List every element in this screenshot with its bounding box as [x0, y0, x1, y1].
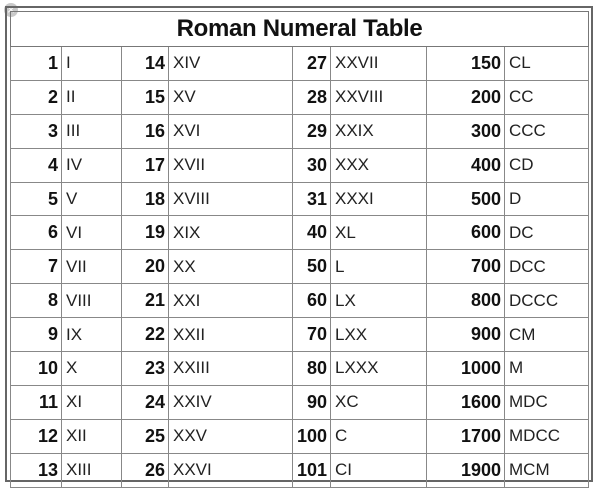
roman-numeral-cell: VI: [62, 216, 122, 250]
arabic-number-cell: 40: [293, 216, 331, 250]
roman-numeral-cell: III: [62, 114, 122, 148]
arabic-number-cell: 800: [427, 284, 505, 318]
arabic-number-cell: 20: [122, 250, 169, 284]
arabic-number-cell: 16: [122, 114, 169, 148]
roman-numeral-cell: XXI: [169, 284, 293, 318]
roman-numeral-cell: XVIII: [169, 182, 293, 216]
arabic-number-cell: 19: [122, 216, 169, 250]
roman-numeral-cell: MDC: [505, 385, 589, 419]
roman-numeral-cell: IX: [62, 318, 122, 352]
roman-numeral-cell: II: [62, 80, 122, 114]
arabic-number-cell: 1000: [427, 352, 505, 386]
arabic-number-cell: 25: [122, 419, 169, 453]
roman-numeral-cell: XIX: [169, 216, 293, 250]
table-row: [11, 250, 589, 284]
arabic-number-cell: 70: [293, 318, 331, 352]
arabic-number-cell: 17: [122, 148, 169, 182]
arabic-number-cell: 80: [293, 352, 331, 386]
roman-numeral-cell: XVII: [169, 148, 293, 182]
roman-numeral-cell: CD: [505, 148, 589, 182]
roman-numeral-cell: XIV: [169, 47, 293, 81]
roman-numeral-cell: XL: [331, 216, 427, 250]
arabic-number-cell: 18: [122, 182, 169, 216]
table-row: [11, 80, 589, 114]
roman-numeral-cell: XIII: [62, 453, 122, 487]
roman-numeral-cell: IV: [62, 148, 122, 182]
arabic-number-cell: 101: [293, 453, 331, 487]
roman-numeral-cell: D: [505, 182, 589, 216]
roman-numeral-cell: MDCC: [505, 419, 589, 453]
arabic-number-cell: 10: [11, 352, 62, 386]
arabic-number-cell: 8: [11, 284, 62, 318]
arabic-number-cell: 6: [11, 216, 62, 250]
arabic-number-cell: 100: [293, 419, 331, 453]
arabic-number-cell: 2: [11, 80, 62, 114]
arabic-number-cell: 1900: [427, 453, 505, 487]
arabic-number-cell: 27: [293, 47, 331, 81]
arabic-number-cell: 1600: [427, 385, 505, 419]
arabic-number-cell: 24: [122, 385, 169, 419]
table-row: [11, 182, 589, 216]
roman-numeral-cell: CCC: [505, 114, 589, 148]
roman-numeral-cell: VII: [62, 250, 122, 284]
table-row: [11, 453, 589, 487]
arabic-number-cell: 900: [427, 318, 505, 352]
roman-numeral-cell: MCM: [505, 453, 589, 487]
arabic-number-cell: 26: [122, 453, 169, 487]
table-body: [11, 47, 589, 488]
roman-numeral-cell: M: [505, 352, 589, 386]
roman-numeral-cell: LXXX: [331, 352, 427, 386]
roman-numeral-cell: LX: [331, 284, 427, 318]
arabic-number-cell: 31: [293, 182, 331, 216]
roman-numeral-cell: XC: [331, 385, 427, 419]
roman-numeral-cell: XXXI: [331, 182, 427, 216]
table-row: [11, 284, 589, 318]
arabic-number-cell: 500: [427, 182, 505, 216]
table-title: Roman Numeral Table: [11, 12, 589, 47]
roman-numeral-cell: XXX: [331, 148, 427, 182]
roman-numeral-cell: XV: [169, 80, 293, 114]
table-row: [11, 47, 589, 81]
arabic-number-cell: 400: [427, 148, 505, 182]
arabic-number-cell: 30: [293, 148, 331, 182]
roman-numeral-cell: XXVIII: [331, 80, 427, 114]
roman-numeral-cell: L: [331, 250, 427, 284]
arabic-number-cell: 600: [427, 216, 505, 250]
arabic-number-cell: 3: [11, 114, 62, 148]
arabic-number-cell: 14: [122, 47, 169, 81]
arabic-number-cell: 11: [11, 385, 62, 419]
table-row: [11, 114, 589, 148]
roman-numeral-cell: DCCC: [505, 284, 589, 318]
roman-numeral-cell: XXIII: [169, 352, 293, 386]
roman-numeral-table-frame: [5, 6, 593, 482]
roman-numeral-cell: I: [62, 47, 122, 81]
roman-numeral-cell: VIII: [62, 284, 122, 318]
arabic-number-cell: 29: [293, 114, 331, 148]
arabic-number-cell: 7: [11, 250, 62, 284]
table-row: [11, 352, 589, 386]
arabic-number-cell: 150: [427, 47, 505, 81]
roman-numeral-cell: CL: [505, 47, 589, 81]
roman-numeral-cell: CC: [505, 80, 589, 114]
arabic-number-cell: 1700: [427, 419, 505, 453]
arabic-number-cell: 21: [122, 284, 169, 318]
roman-numeral-cell: CI: [331, 453, 427, 487]
arabic-number-cell: 4: [11, 148, 62, 182]
roman-numeral-cell: DCC: [505, 250, 589, 284]
arabic-number-cell: 200: [427, 80, 505, 114]
arabic-number-cell: 700: [427, 250, 505, 284]
arabic-number-cell: 5: [11, 182, 62, 216]
roman-numeral-cell: XXV: [169, 419, 293, 453]
table-row: [11, 419, 589, 453]
roman-numeral-cell: XXIX: [331, 114, 427, 148]
roman-numeral-cell: C: [331, 419, 427, 453]
roman-numeral-cell: XXII: [169, 318, 293, 352]
arabic-number-cell: 13: [11, 453, 62, 487]
roman-numeral-cell: LXX: [331, 318, 427, 352]
table-row: [11, 318, 589, 352]
roman-numeral-cell: CM: [505, 318, 589, 352]
roman-numeral-cell: XVI: [169, 114, 293, 148]
table-row: [11, 385, 589, 419]
roman-numeral-table: [10, 11, 589, 488]
arabic-number-cell: 50: [293, 250, 331, 284]
roman-numeral-cell: XI: [62, 385, 122, 419]
arabic-number-cell: 15: [122, 80, 169, 114]
roman-numeral-cell: XXVII: [331, 47, 427, 81]
roman-numeral-cell: V: [62, 182, 122, 216]
roman-numeral-cell: XXVI: [169, 453, 293, 487]
arabic-number-cell: 9: [11, 318, 62, 352]
arabic-number-cell: 22: [122, 318, 169, 352]
roman-numeral-cell: XII: [62, 419, 122, 453]
roman-numeral-cell: XX: [169, 250, 293, 284]
table-row: [11, 216, 589, 250]
roman-numeral-cell: XXIV: [169, 385, 293, 419]
arabic-number-cell: 60: [293, 284, 331, 318]
arabic-number-cell: 23: [122, 352, 169, 386]
close-icon[interactable]: ×: [4, 3, 18, 17]
arabic-number-cell: 28: [293, 80, 331, 114]
roman-numeral-cell: X: [62, 352, 122, 386]
arabic-number-cell: 1: [11, 47, 62, 81]
roman-numeral-cell: DC: [505, 216, 589, 250]
arabic-number-cell: 90: [293, 385, 331, 419]
arabic-number-cell: 12: [11, 419, 62, 453]
arabic-number-cell: 300: [427, 114, 505, 148]
table-row: [11, 148, 589, 182]
